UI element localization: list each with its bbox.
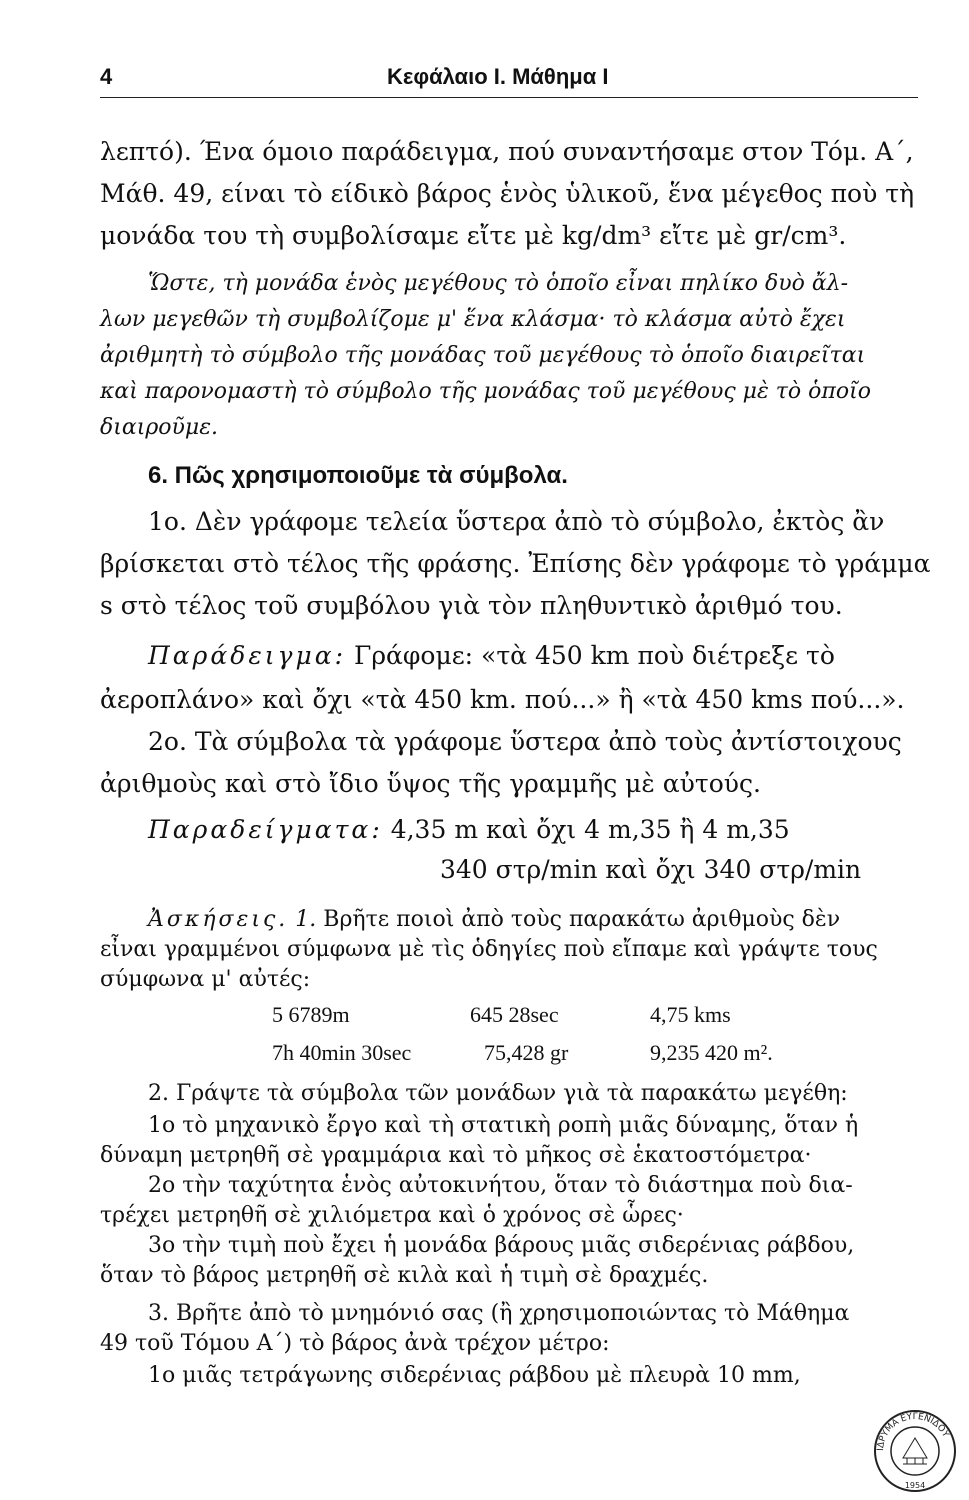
example-text: 4,35 m καὶ ὄχι 4 m,35 ἢ 4 m,35 (390, 815, 790, 844)
text-line: ἀεροπλάνο» καὶ ὄχι «τὰ 450 km. πού...» ἢ «τὰ 450 kms πού...». (100, 685, 905, 714)
exercise-number: 1. (295, 907, 317, 932)
foundation-stamp-icon (872, 1408, 958, 1494)
example-line (148, 814, 790, 846)
chapter-title: Κεφάλαιο Ι. Μάθημα Ι (387, 64, 609, 89)
table-cell: 75,428 gr (484, 1040, 569, 1065)
text-line: 2ο τὴν ταχύτητα ἑνὸς αὐτοκινήτου, ὅταν τὸ διάστημα ποὺ δια- (148, 1173, 853, 1198)
section-heading: 6. Πῶς χρησιμοποιοῦμε τὰ σύμβολα. (148, 462, 568, 489)
exercise-line (148, 904, 840, 936)
example-text: Γράφομε: «τὰ 450 km ποὺ διέτρεξε τὸ (353, 641, 835, 670)
text-line: σύμφωνα μ' αὐτές: (100, 967, 311, 992)
text-line: δύναμη μετρηθῆ σὲ γραμμάρια καὶ τὸ μῆκος σὲ ἑκατοστόμετρα· (100, 1143, 812, 1168)
text-line: 3. Βρῆτε ἀπὸ τὸ μνημόνιό σας (ἢ χρησιμοποιώντας τὸ Μάθημα (148, 1301, 850, 1326)
italic-line: λων μεγεθῶν τὴ συμβολίζομε μ' ἕνα κλάσμα· τὸ κλάσμα αὐτὸ ἔχει (100, 307, 846, 332)
table-cell: 7h 40min 30sec (272, 1040, 412, 1065)
text-line: s στὸ τέλος τοῦ συμβόλου γιὰ τὸν πληθυντικὸ ἀριθμό του. (100, 591, 843, 620)
text-line: 3ο τὴν τιμὴ ποὺ ἔχει ἡ μονάδα βάρους μιᾶς σιδερένιας ράβδου, (148, 1233, 855, 1258)
text-line: ἀριθμοὺς καὶ στὸ ἴδιο ὕψος τῆς γραμμῆς μὲ αὐτούς. (100, 769, 761, 798)
text-line: τρέχει μετρηθῆ σὲ χιλιόμετρα καὶ ὁ χρόνος σὲ ὧρες· (100, 1203, 684, 1228)
italic-line: Ὥστε, τὴ μονάδα ἑνὸς μεγέθους τὸ ὁποῖο εἶναι πηλίκο δυὸ ἄλ- (148, 271, 849, 296)
text-line: 2ο. Τὰ σύμβολα τὰ γράφομε ὕστερα ἀπὸ τοὺς ἀντίστοιχους (148, 727, 902, 756)
italic-line: ἀριθμητὴ τὸ σύμβολο τῆς μονάδας τοῦ μεγέθους τὸ ὁποῖο διαιρεῖται (100, 343, 866, 368)
text-line: Μάθ. 49, είναι τὸ είδικὸ βάρος ἑνὸς ὑλικοῦ, ἕνα μέγεθος ποὺ τὴ (100, 179, 915, 208)
text-line: 2. Γράψτε τὰ σύμβολα τῶν μονάδων γιὰ τὰ παρακάτω μεγέθη: (148, 1081, 848, 1106)
text-line: 1ο μιᾶς τετράγωνης σιδερένιας ράβδου μὲ πλευρὰ 10 mm, (148, 1363, 801, 1388)
text-line: μονάδα του τὴ συμβολίσαμε εἴτε μὲ kg/dm³ εἴτε μὲ gr/cm³. (100, 221, 847, 250)
stamp-text: ΙΔΡΥΜΑ ΕΥΓΕΝΙΔΟΥ (875, 1411, 951, 1452)
italic-line: διαιροῦμε. (100, 415, 219, 440)
text-line: 49 τοῦ Τόμου Α΄) τὸ βάρος ἀνὰ τρέχον μέτρο: (100, 1331, 610, 1356)
text-line: λεπτό). Ένα όμοιο παράδειγμα, πού συναντήσαμε στον Τόμ. Α΄, (100, 137, 914, 166)
table-cell: 9,235 420 m². (650, 1040, 773, 1065)
header-rule (100, 97, 918, 98)
text-line: εἶναι γραμμένοι σύμφωνα μὲ τὶς ὁδηγίες ποὺ εἴπαμε καὶ γράψτε τους (100, 937, 878, 962)
example-label: Παράδειγμα: (148, 641, 347, 670)
exercises-label: Ἀσκήσεις. (148, 907, 289, 932)
text-line: 340 στρ/min καὶ ὄχι 340 στρ/min (440, 855, 862, 884)
page-header (100, 58, 918, 98)
exercise-text: Βρῆτε ποιοὶ ἀπὸ τοὺς παρακάτω ἀριθμοὺς δὲν (323, 907, 841, 932)
stamp-year: 1954 (904, 1481, 926, 1490)
text-line: ὅταν τὸ βάρος μετρηθῆ σὲ κιλὰ καὶ ἡ τιμὴ σὲ δραχμές. (100, 1263, 709, 1288)
table-cell: 5 6789m (272, 1002, 350, 1027)
svg-text:ΙΔΡΥΜΑ ΕΥΓΕΝΙΔΟΥ (876, 1412, 951, 1451)
italic-line: καὶ παρονομαστὴ τὸ σύμβολο τῆς μονάδας τοῦ μεγέθους μὲ τὸ ὁποῖο (100, 379, 871, 404)
table-cell: 645 28sec (470, 1002, 559, 1027)
table-cell: 4,75 kms (650, 1002, 731, 1027)
text-line: βρίσκεται στὸ τέλος τῆς φράσης. Ἐπίσης δὲν γράφομε τὸ γράμμα (100, 549, 931, 578)
text-line: 1ο τὸ μηχανικὸ ἔργο καὶ τὴ στατικὴ ροπὴ μιᾶς δύναμης, ὅταν ἡ (148, 1113, 859, 1138)
example-line (148, 640, 835, 672)
text-line: 1ο. Δὲν γράφομε τελεία ὕστερα ἀπὸ τὸ σύμβολο, ἐκτὸς ἂν (148, 507, 885, 536)
examples-label: Παραδείγματα: (148, 815, 383, 844)
page-number: 4 (100, 64, 113, 89)
